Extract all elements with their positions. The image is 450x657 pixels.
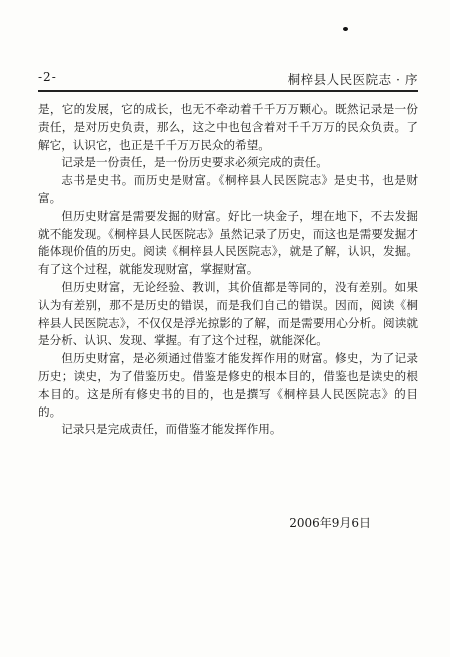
- document-date: 2006年9月6日: [289, 516, 371, 530]
- paragraph: 但历史财富，是必须通过借鉴才能发挥作用的财富。修史，为了记录历史；读史，为了借鉴历史。借鉴是修史的根本目的，借鉴也是读史的根本目的。这是所有修史书的目的，也是撰写《桐梓县人民医院志》的目的。: [38, 351, 418, 419]
- page-header: [38, 68, 418, 92]
- paragraph: 记录是一份责任，是一份历史要求必须完成的责任。: [61, 155, 328, 170]
- paragraph: 是，它的发展，它的成长，也无不牵动着千千万万颗心。既然记录是一份责任，是对历史负责，那么，这之中也包含着对千千万万的民众负责。了解它，认识它，也正是千千万万民众的希望。: [38, 102, 418, 152]
- paragraph: 但历史财富是需要发掘的财富。好比一块金子，埋在地下，不去发掘就不能发现。《桐梓县人民医院志》虽然记录了历史，而这也是需要发掘才能体现价值的历史。阅读《桐梓县人民医院志》，就是了解，认识，发掘。有了这个过程，就能发现财富，掌握财富。: [38, 208, 418, 277]
- page-number: -2-: [38, 70, 57, 84]
- paragraph: 志书是史书。而历史是财富。《桐梓县人民医院志》是史书，也是财富。: [38, 173, 418, 205]
- body-text: [38, 101, 418, 439]
- running-title: 桐梓县人民医院志 · 序: [287, 72, 418, 87]
- scan-speck: [343, 27, 348, 31]
- paragraph: 但历史财富，无论经验、教训，其价值都是等同的，没有差别。如果认为有差别，那不是历史的错误，而是我们自己的错误。因而，阅读《桐梓县人民医院志》，不仅仅是浮光掠影的了解，而是需要用心分析。阅读就是分析、认识、发现、掌握。有了这个过程，就能深化。: [38, 279, 418, 348]
- paragraph: 记录只是完成责任，而借鉴才能发挥作用。: [61, 422, 282, 437]
